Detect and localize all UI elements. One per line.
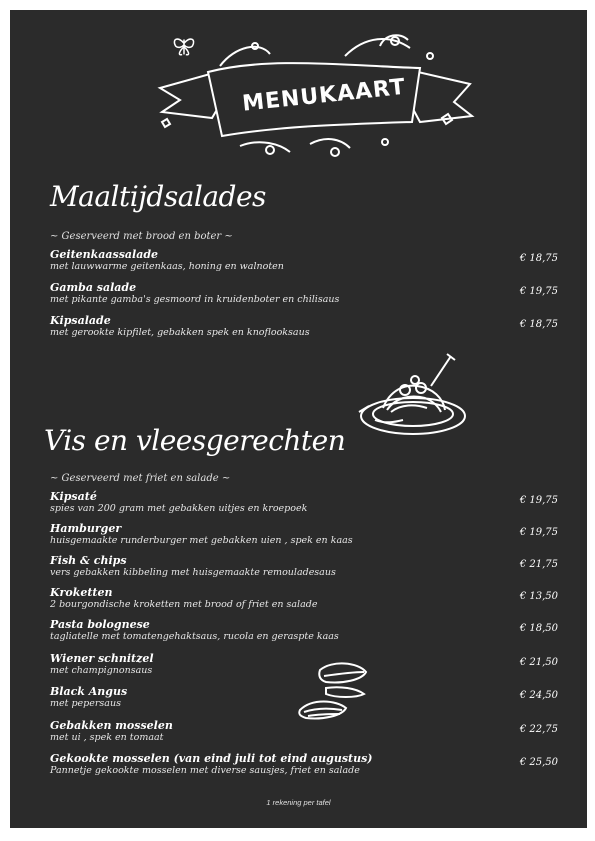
item-price: € 25,50 [519,757,558,768]
item-name: Wiener schnitzel [50,652,154,665]
item-price: € 19,75 [519,527,558,538]
pasta-plate-icon [355,350,475,440]
item-description: met lauwwarme geitenkaas, honing en walnoten [50,261,284,272]
item-price: € 22,75 [519,724,558,735]
item-name: Black Angus [50,685,128,698]
item-description: vers gebakken kibbeling met huisgemaakte remouladesaus [50,567,336,578]
item-description: huisgemaakte runderburger met gebakken uien , spek en kaas [50,535,353,546]
section-title-fish-meat: Vis en vleesgerechten [44,424,346,457]
item-name: Kipsalade [50,314,111,327]
menu-item [50,248,560,273]
item-name: Kipsaté [50,490,97,503]
mussels-icon [292,658,372,730]
chalkboard-menu [10,10,587,828]
item-description: tagliatelle met tomatengehaktsaus, rucola en geraspte kaas [50,631,339,642]
item-description: met pikante gamba's gesmoord in kruidenboter en chilisaus [50,294,340,305]
section-subtitle-fish-meat: ~ Geserveerd met friet en salade ~ [50,473,231,484]
section-title-salads: Maaltijdsalades [50,180,266,213]
section-subtitle-salads: ~ Geserveerd met brood en boter ~ [50,231,233,242]
menu-item [50,490,560,515]
item-description: met gerookte kipfilet, gebakken spek en knoflooksaus [50,327,310,338]
item-price: € 24,50 [519,690,558,701]
menu-item [50,281,560,306]
item-name: Fish & chips [50,554,127,567]
item-name: Gamba salade [50,281,137,294]
menu-item [50,618,560,643]
item-description: 2 bourgondische kroketten met brood of friet en salade [50,599,318,610]
item-name: Gekookte mosselen (van eind juli tot eind augustus) [50,752,373,765]
item-price: € 13,50 [519,591,558,602]
item-name: Hamburger [50,522,122,535]
item-description: met pepersaus [50,698,121,709]
item-description: met ui , spek en tomaat [50,732,164,743]
item-price: € 19,75 [519,286,558,297]
menu-item [50,554,560,579]
item-price: € 19,75 [519,495,558,506]
item-description: Pannetje gekookte mosselen met diverse sausjes, friet en salade [50,765,360,776]
item-name: Geitenkaassalade [50,248,159,261]
item-price: € 21,75 [519,559,558,570]
item-price: € 18,75 [519,253,558,264]
item-price: € 21,50 [519,657,558,668]
item-description: met champignonsaus [50,665,153,676]
item-description: spies van 200 gram met gebakken uitjes en kroepoek [50,503,308,514]
menu-item [50,522,560,547]
item-name: Pasta bolognese [50,618,150,631]
item-price: € 18,75 [519,319,558,330]
menu-item [50,314,560,339]
banner-title: MENUKAART [241,74,408,117]
item-price: € 18,50 [519,623,558,634]
item-name: Gebakken mosselen [50,719,173,732]
footer-note: 1 rekening per tafel [266,798,331,807]
menu-item [50,586,560,611]
butterfly-icon [170,32,198,60]
menu-item [50,752,560,777]
item-name: Kroketten [50,586,113,599]
